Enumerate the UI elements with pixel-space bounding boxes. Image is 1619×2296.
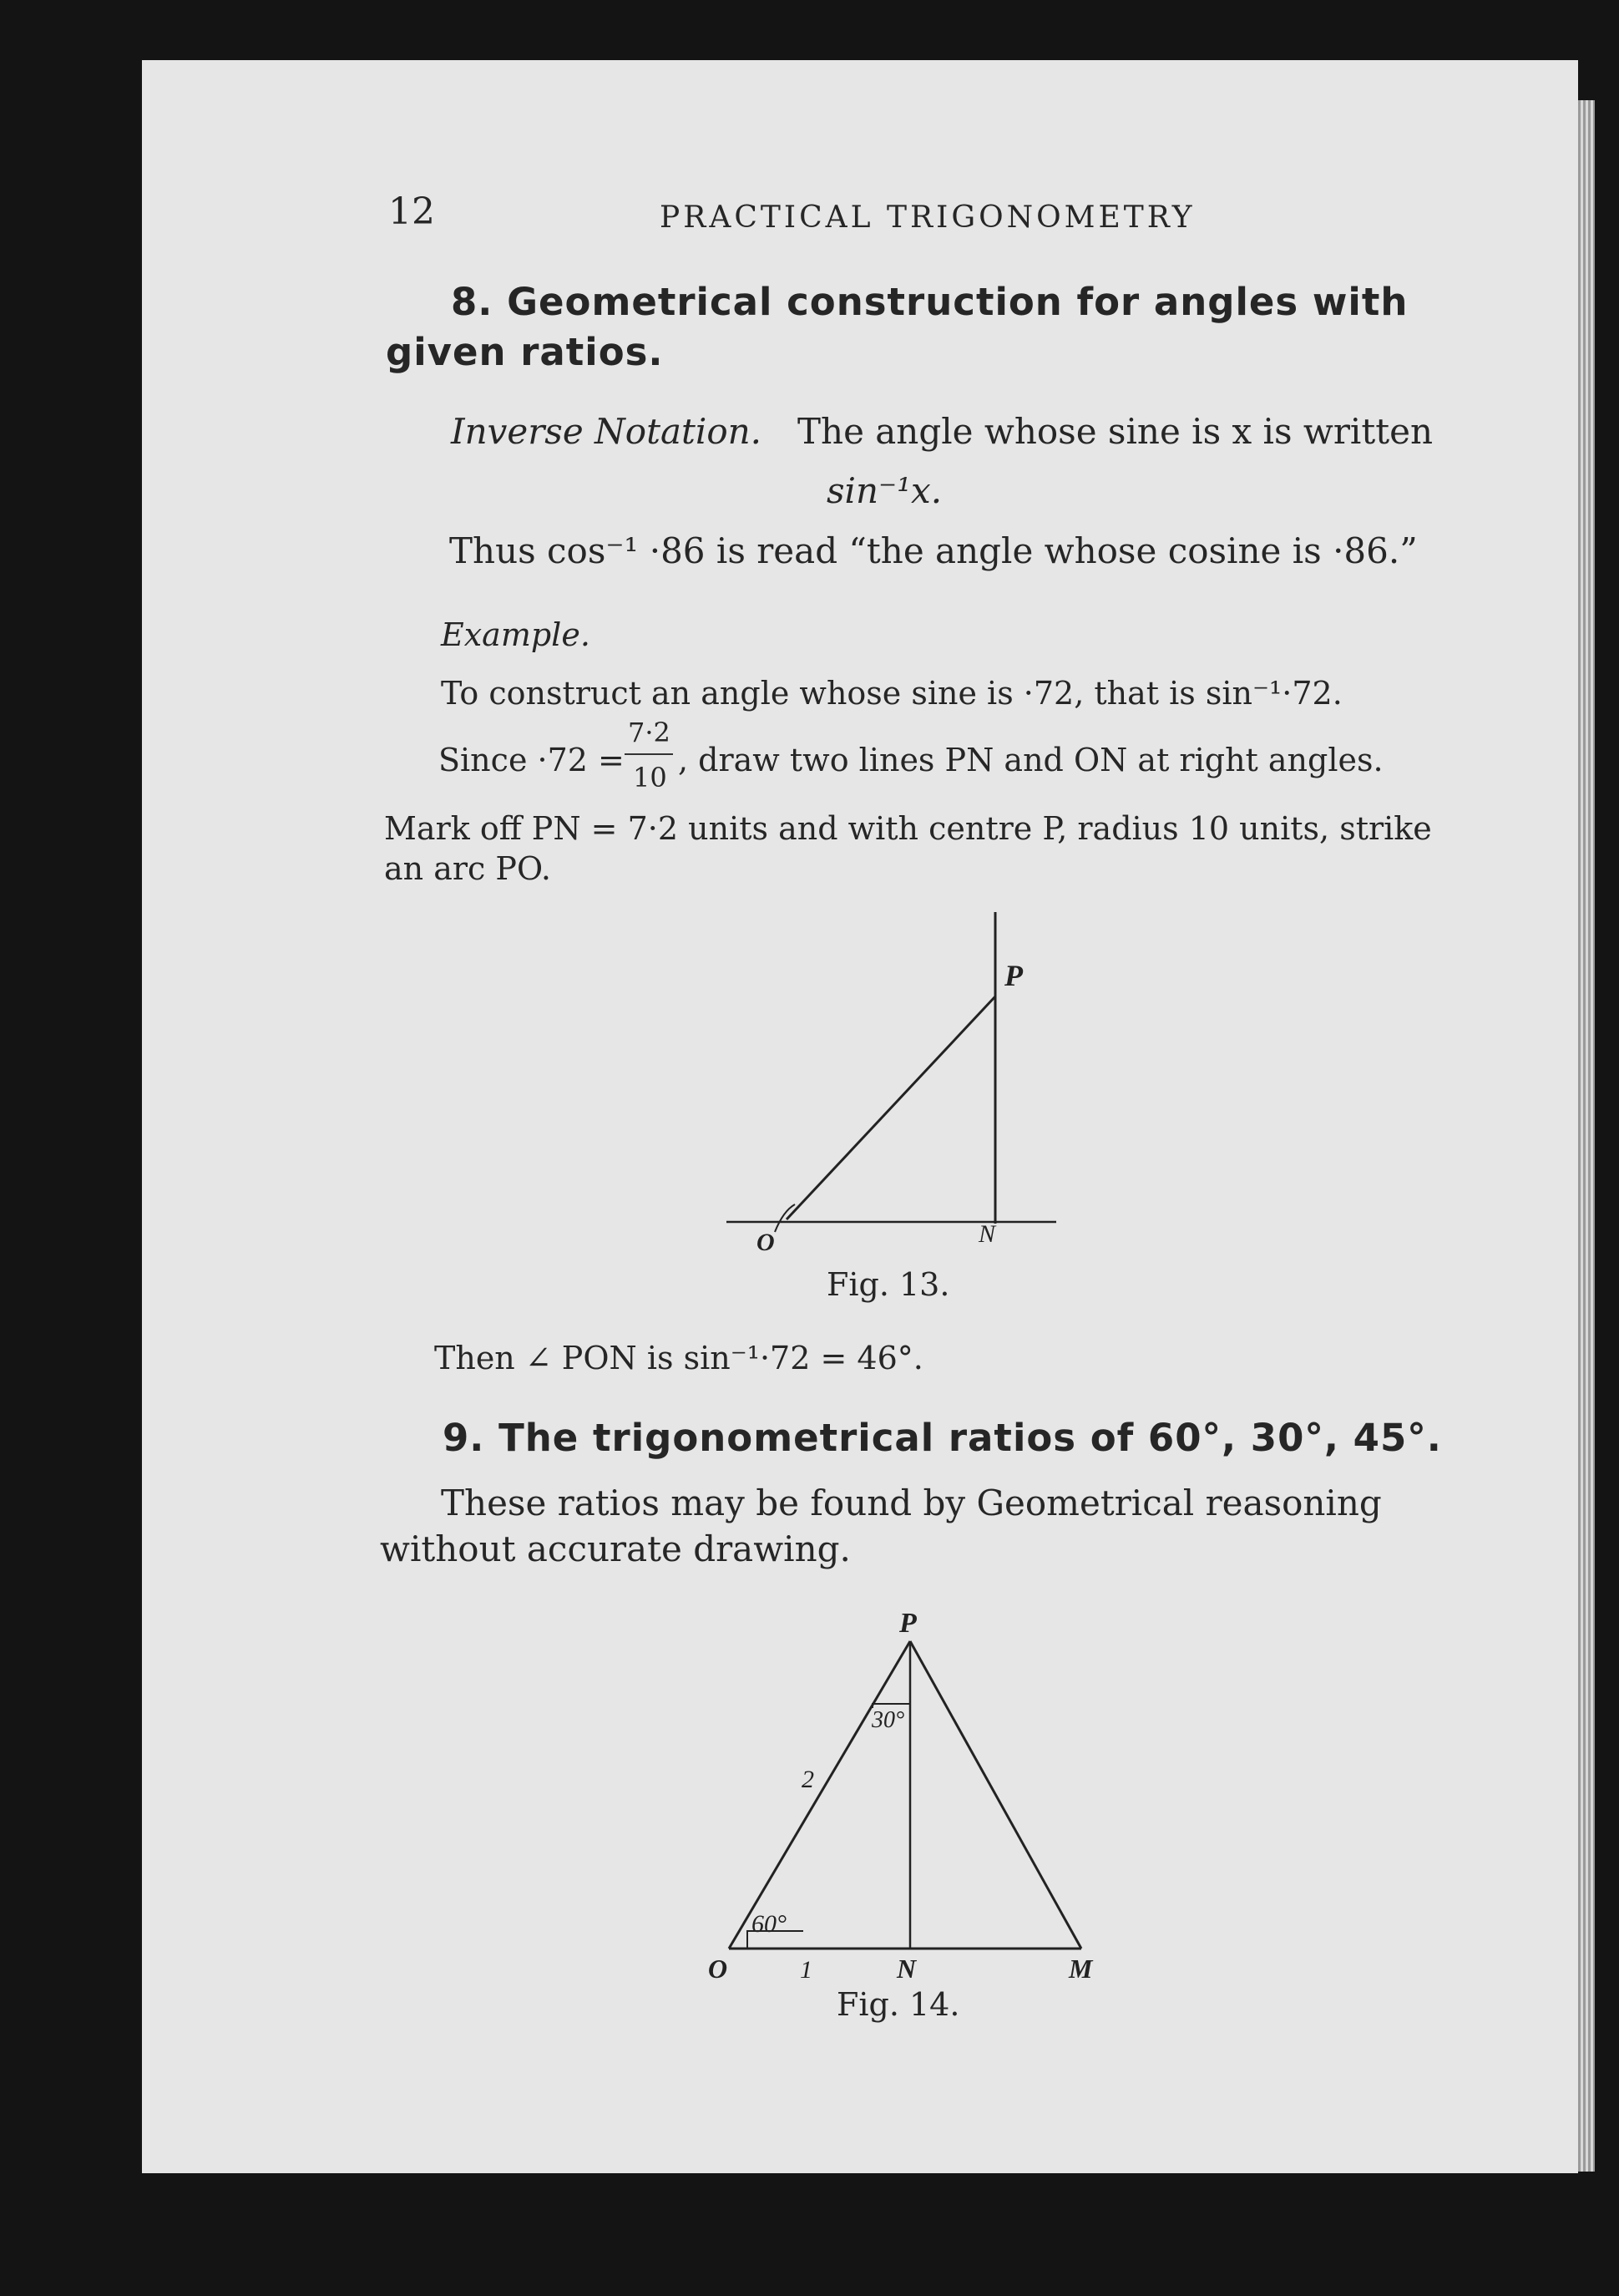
section-9-paragraph: These ratios may be found by Geometrical reasoning — [441, 1483, 1382, 1523]
fig14-caption: Fig. 14. — [837, 1986, 960, 2023]
inverse-notation-label: Inverse Notation. — [451, 411, 762, 452]
since-prefix: Since ·72 = — [438, 742, 625, 778]
example-line: To construct an angle whose sine is ·72, that is sin⁻¹·72. — [441, 675, 1343, 712]
fig14-angle-30: 30° — [872, 1707, 905, 1733]
then-text: Then ∠ PON is sin⁻¹·72 = 46°. — [434, 1340, 923, 1376]
fig14-label-base: 1 — [800, 1956, 812, 1984]
fig14-side-op — [729, 1641, 910, 1949]
running-title: PRACTICAL TRIGONOMETRY — [660, 200, 1196, 235]
fig13-label-o: O — [756, 1229, 775, 1256]
markoff-line-cont: an arc PO. — [384, 850, 551, 887]
inverse-formula: sin⁻¹x. — [827, 470, 943, 511]
example-label: Example. — [441, 616, 590, 653]
fig14-label-o: O — [708, 1954, 728, 1984]
fig14-label-p: P — [899, 1608, 917, 1639]
fraction-numerator: 7·2 — [628, 717, 670, 748]
section-8-heading: 8. Geometrical construction for angles with — [451, 280, 1409, 324]
section-9-heading: 9. The trigonometrical ratios of 60°, 30°, 45°. — [443, 1416, 1442, 1460]
fig13-label-p: P — [1004, 959, 1023, 992]
fig14-label-side: 2 — [802, 1766, 814, 1793]
fig14-side-pm — [910, 1641, 1081, 1949]
fig14-angle-60: 60° — [751, 1910, 787, 1938]
thus-text: Thus cos⁻¹ ·86 is read “the angle whose cosine is ·86.” — [449, 530, 1418, 571]
fig14-label-n: N — [897, 1954, 917, 1984]
fig13-label-n: N — [979, 1220, 996, 1248]
section-8-heading-cont: given ratios. — [386, 330, 664, 374]
page-number: 12 — [388, 190, 435, 233]
markoff-line: Mark off PN = 7·2 units and with centre P, radius 10 units, strike — [384, 810, 1432, 847]
fraction-denominator: 10 — [633, 762, 667, 793]
since-suffix: , draw two lines PN and ON at right angles. — [678, 742, 1384, 778]
section-9-paragraph-cont: without accurate drawing. — [380, 1528, 851, 1569]
fig14-label-m: M — [1069, 1954, 1093, 1984]
fig13-caption: Fig. 13. — [827, 1266, 950, 1303]
inverse-notation-text: The angle whose sine is x is written — [797, 411, 1434, 452]
